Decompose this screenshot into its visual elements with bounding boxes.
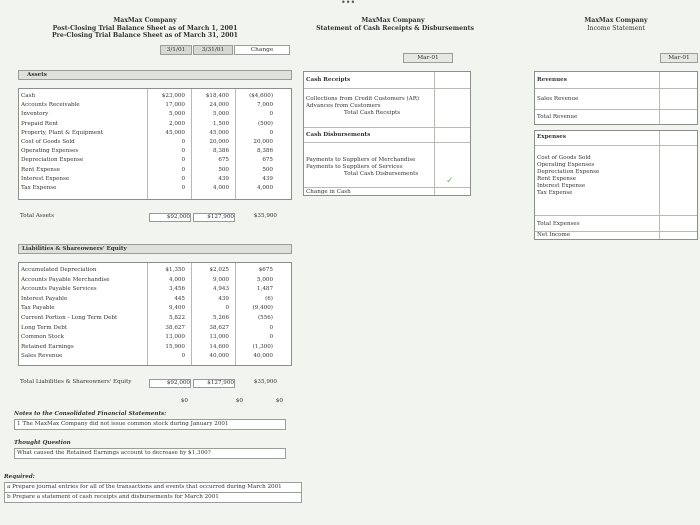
row-value-col2[interactable]: 1,500	[212, 120, 229, 127]
check-mark-icon: ✓	[446, 176, 454, 186]
row-value-col2[interactable]: 14,600	[209, 343, 229, 350]
change-in-cash[interactable]: Change in Cash	[306, 189, 351, 195]
more-options-icon[interactable]: •••	[341, 0, 356, 7]
row-value-col3[interactable]: ($4,600)	[249, 93, 273, 99]
row-label: Sales Revenue	[21, 353, 63, 360]
row-value-col3[interactable]: 675	[262, 157, 273, 164]
total-liab-row	[18, 377, 292, 387]
expense-line[interactable]: Operating Expenses	[537, 162, 595, 168]
row-value-col1[interactable]: 0	[181, 353, 185, 360]
thought-question-header: Thought Question	[14, 440, 71, 446]
assets-header: Assets	[27, 72, 47, 78]
row-value-col1[interactable]: 445	[174, 295, 185, 302]
row-value-col2[interactable]: $2,025	[209, 267, 229, 273]
revenues-panel[interactable]	[534, 71, 698, 125]
col-header-date-1: 3/1/01	[160, 45, 192, 55]
cash-disbursements-header: Cash Disbursements	[306, 132, 371, 138]
sales-revenue[interactable]: Sales Revenue	[537, 96, 579, 102]
net-income[interactable]: Net Income	[537, 232, 571, 238]
row-label: Inventory	[21, 111, 49, 118]
row-value-col3[interactable]: (1,300)	[252, 343, 273, 350]
total-expenses[interactable]: Total Expenses	[537, 221, 580, 227]
row-value-col2[interactable]: 675	[218, 157, 229, 164]
cash-company-name: MaxMax Company	[361, 17, 425, 24]
expenses-header: Expenses	[537, 134, 566, 140]
assets-table[interactable]	[18, 88, 292, 200]
total-assets-row	[18, 211, 292, 221]
required-header: Required:	[4, 474, 35, 480]
row-value-col1[interactable]: 13,000	[165, 334, 185, 341]
row-label: Accounts Receivable	[21, 102, 80, 109]
required-item-a-text: a Prepare journal entries for all of the transactions and events that occurred during March 2001	[7, 484, 282, 490]
total-cash-receipts[interactable]: Total Cash Receipts	[344, 110, 401, 116]
row-value-col1[interactable]: 38,627	[165, 324, 185, 331]
liabilities-header: Liabilities & Shareowners' Equity	[22, 246, 127, 252]
row-value-col3[interactable]: (500)	[257, 120, 273, 127]
trial-balance-title-1: Post-Closing Trial Balance Sheet as of March 1, 2001	[52, 25, 238, 32]
income-statement-title: Income Statement	[587, 25, 645, 32]
total-liab-c2[interactable]: $127,900	[193, 379, 235, 388]
row-label: Cost of Goods Sold	[21, 139, 75, 145]
row-label: Accumulated Depreciation	[21, 267, 97, 273]
expense-line[interactable]: Rent Expense	[537, 176, 577, 182]
cash-receipt-line-1[interactable]: Collections from Credit Customers (AR)	[306, 96, 420, 102]
assets-header-row	[18, 70, 292, 80]
row-label: Retained Earnings	[21, 343, 74, 350]
row-value-col2[interactable]: $18,400	[205, 93, 229, 99]
row-value-col2[interactable]: 500	[218, 166, 229, 173]
row-value-col2[interactable]: 38,627	[209, 324, 229, 331]
row-label: Rent Expense	[21, 166, 61, 173]
row-value-col3[interactable]: (9,400)	[252, 305, 273, 312]
required-item-b[interactable]	[4, 492, 302, 503]
income-col-date: Mar-01	[660, 53, 698, 63]
col-header-date-2: 3/31/01	[193, 45, 233, 55]
total-assets-c1[interactable]: $92,000	[149, 213, 191, 222]
row-value-col1[interactable]: 2,000	[168, 120, 185, 127]
row-value-col3[interactable]: 0	[269, 324, 273, 331]
row-value-col3[interactable]: 5,000	[256, 276, 273, 283]
total-liab-c3: $35,900	[253, 379, 277, 385]
total-assets-c3: $35,900	[253, 213, 277, 219]
row-value-col2[interactable]: 0	[225, 305, 229, 312]
row-label: Operating Expenses	[21, 148, 79, 155]
company-name: MaxMax Company	[113, 17, 177, 24]
cash-disb-line-1[interactable]: Payments to Suppliers of Merchandise	[306, 157, 416, 163]
cash-receipts-header: Cash Receipts	[306, 77, 351, 83]
row-value-col2[interactable]: 20,000	[209, 139, 229, 145]
total-liab-label: Total Liabilities & Shareowners' Equity	[20, 379, 132, 385]
row-value-col3[interactable]: 500	[262, 166, 273, 173]
required-item-b-text: b Prepare a statement of cash receipts and disbursements for March 2001	[7, 494, 219, 500]
thought-question-box[interactable]	[14, 448, 286, 459]
diff-c2: $0	[235, 398, 243, 404]
row-value-col2[interactable]: 439	[218, 175, 229, 182]
row-label: Accounts Payable Merchandise	[21, 276, 110, 283]
row-label: Interest Expense	[21, 175, 70, 182]
row-value-col1[interactable]: 15,900	[165, 343, 185, 350]
row-value-col1[interactable]: 0	[181, 185, 185, 191]
expense-line[interactable]: Interest Expense	[537, 183, 586, 189]
row-value-col1[interactable]: 4,000	[168, 276, 185, 283]
row-value-col3[interactable]: 4,000	[256, 185, 273, 191]
cash-statement-title: Statement of Cash Receipts & Disbursements	[316, 25, 474, 32]
row-label: Prepaid Rent	[21, 120, 59, 127]
row-value-col3[interactable]: (556)	[257, 315, 273, 321]
row-value-col1[interactable]: 0	[181, 139, 185, 145]
diff-c1: $0	[180, 398, 188, 404]
expense-line[interactable]: Depreciation Expense	[537, 169, 600, 175]
row-label: Cash	[21, 93, 36, 99]
row-value-col3[interactable]: 0	[269, 111, 273, 118]
total-revenue[interactable]: Total Revenue	[537, 114, 578, 120]
cash-disb-line-2[interactable]: Payments to Suppliers of Services	[306, 164, 403, 170]
row-label: Depreciation Expense	[21, 157, 84, 164]
row-value-col2[interactable]: 5,266	[212, 315, 229, 321]
row-value-col2[interactable]: 8,386	[212, 148, 229, 155]
row-value-col2[interactable]: 13,000	[209, 334, 229, 341]
col-header-change: Change	[234, 45, 290, 55]
expenses-panel[interactable]	[534, 130, 698, 240]
liabilities-table[interactable]	[18, 262, 292, 366]
row-value-col1[interactable]: 0	[181, 148, 185, 155]
cash-receipt-line-2[interactable]: Advances from Customers	[306, 103, 381, 109]
row-value-col1[interactable]: 3,456	[168, 286, 185, 293]
cash-col-date: Mar-01	[403, 53, 453, 63]
row-value-col3[interactable]: 439	[262, 175, 273, 182]
row-value-col2[interactable]: 439	[218, 295, 229, 302]
row-value-col1[interactable]: 17,000	[165, 102, 185, 109]
row-label: Tax Expense	[21, 185, 57, 191]
notes-header: Notes to the Consolidated Financial Statements:	[14, 411, 167, 417]
row-label: Long Term Debt	[21, 324, 68, 331]
row-value-col2[interactable]: 9,000	[212, 276, 229, 283]
diff-c3: $0	[275, 398, 283, 404]
expense-line[interactable]: Tax Expense	[537, 190, 573, 196]
row-value-col3[interactable]: 0	[269, 129, 273, 136]
row-value-col1[interactable]: 5,000	[168, 111, 185, 118]
row-value-col1[interactable]: 0	[181, 157, 185, 164]
row-value-col2[interactable]: 4,943	[212, 286, 229, 293]
row-value-col3[interactable]: 20,000	[253, 139, 273, 145]
income-company-name: MaxMax Company	[584, 17, 648, 24]
total-cash-disbursements[interactable]: Total Cash Disbursements	[344, 171, 419, 177]
total-assets-c2[interactable]: $127,900	[193, 213, 235, 222]
row-value-col2[interactable]: 5,000	[212, 111, 229, 118]
notes-item-1-text: 1 The MaxMax Company did not issue common stock during January 2001	[17, 421, 229, 427]
row-value-col3[interactable]: 8,386	[256, 148, 273, 155]
row-label: Accounts Payable Services	[21, 286, 97, 293]
total-liab-c1[interactable]: $92,000	[149, 379, 191, 388]
row-value-col2[interactable]: 24,000	[209, 102, 229, 109]
revenues-header: Revenues	[537, 77, 567, 83]
thought-question-text: What caused the Retained Earnings account to decrease by $1,300?	[17, 450, 211, 456]
row-value-col3[interactable]: 7,000	[256, 102, 273, 109]
row-value-col1[interactable]: 0	[181, 175, 185, 182]
row-value-col1[interactable]: 5,822	[168, 315, 185, 321]
row-label: Current Portion - Long Term Debt	[21, 315, 118, 321]
row-value-col3[interactable]: 40,000	[253, 353, 273, 360]
row-value-col1[interactable]: $1,350	[165, 267, 185, 273]
row-value-col1[interactable]: 45,000	[165, 129, 185, 136]
trial-balance-title-2: Pre-Closing Trial Balance Sheet as of March 31, 2001	[52, 32, 238, 39]
row-label: Common Stock	[21, 334, 64, 341]
row-value-col2[interactable]: 40,000	[209, 353, 229, 360]
row-value-col2[interactable]: 4,000	[212, 185, 229, 191]
total-assets-label: Total Assets	[20, 213, 55, 219]
row-value-col3[interactable]: 1,487	[256, 286, 273, 293]
row-label: Tax Payable	[21, 305, 55, 312]
row-value-col1[interactable]: 0	[181, 166, 185, 173]
difference-row	[18, 397, 292, 407]
row-value-col3[interactable]: $675	[258, 267, 273, 273]
row-value-col3[interactable]: 0	[269, 334, 273, 341]
notes-item-1[interactable]	[14, 419, 286, 430]
row-label: Property, Plant & Equipment	[21, 129, 103, 136]
row-value-col2[interactable]: 45,000	[209, 129, 229, 136]
liabilities-header-row	[18, 244, 292, 254]
row-label: Interest Payable	[21, 295, 68, 302]
row-value-col3[interactable]: (6)	[265, 295, 273, 302]
row-value-col1[interactable]: $23,000	[161, 93, 185, 99]
expense-line[interactable]: Cost of Goods Sold	[537, 155, 591, 161]
row-value-col1[interactable]: 9,400	[168, 305, 185, 312]
